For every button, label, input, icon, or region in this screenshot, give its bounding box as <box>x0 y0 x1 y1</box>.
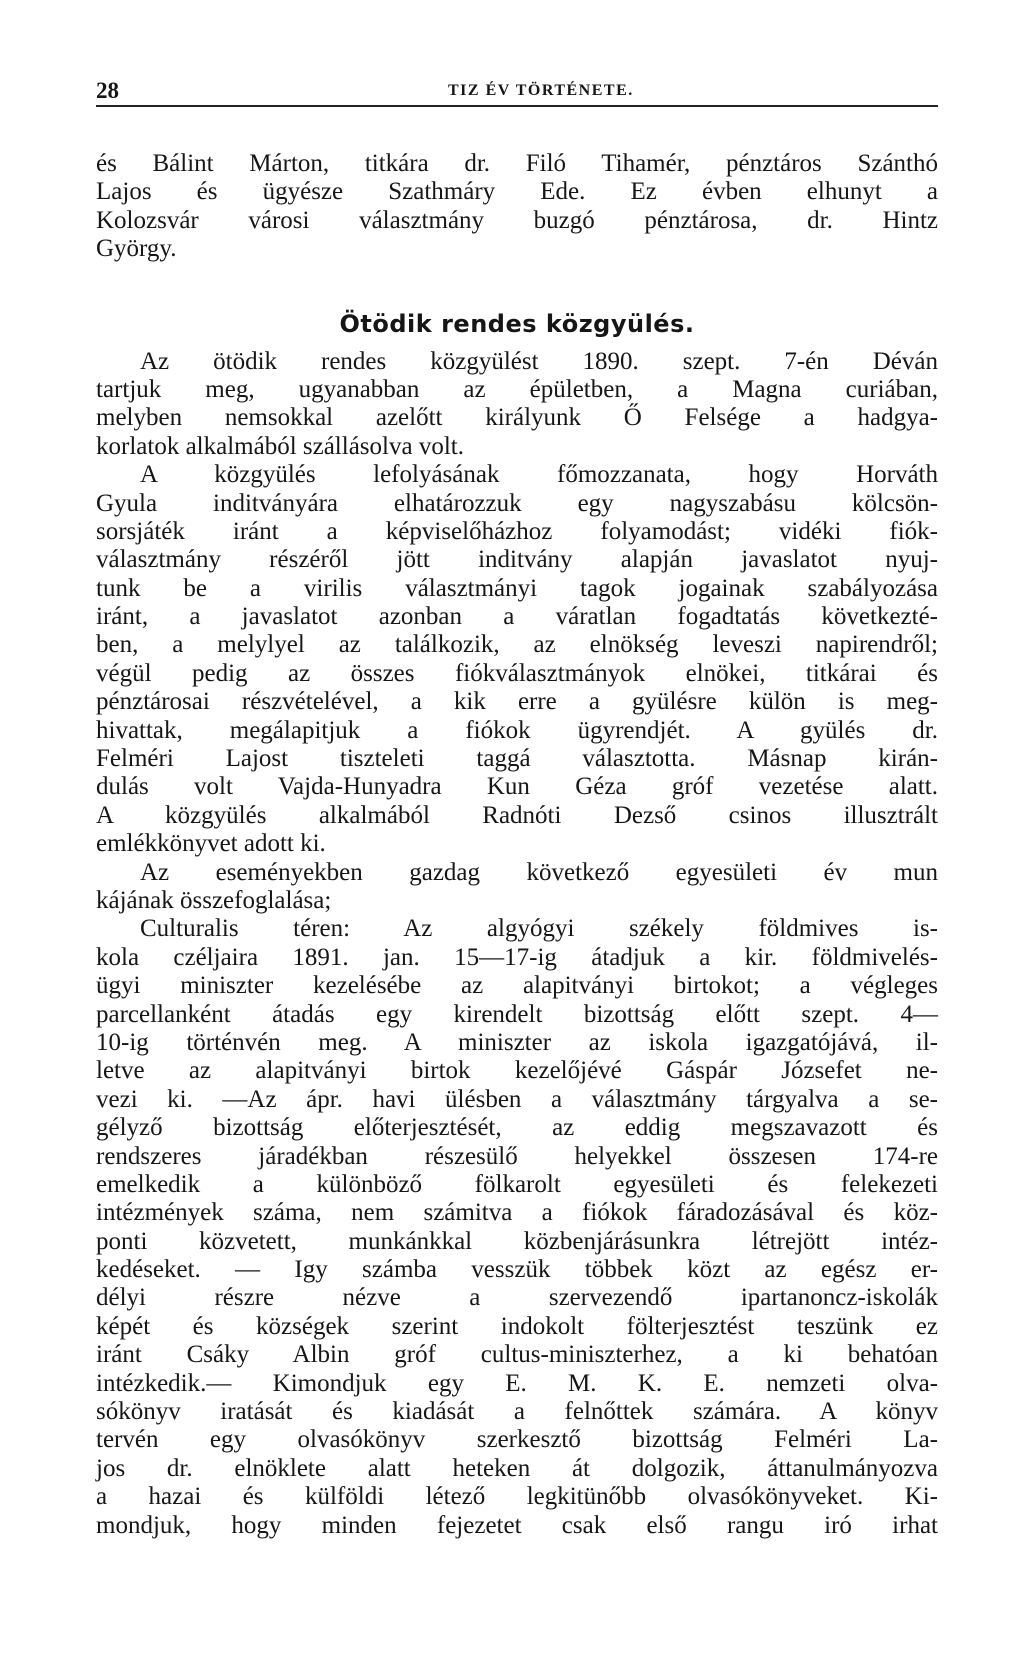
text-line: ben, a melylyel az találkozik, az elnökség leveszi napirendről; <box>96 631 938 659</box>
text-line: A közgyülés alkalmából Radnóti Dezső csinos illusztrált <box>96 801 938 829</box>
text-line: Gyula inditványára elhatározzuk egy nagyszabásu kölcsön- <box>96 489 938 517</box>
text-line: sorsjáték iránt a képviselőházhoz folyamodást; vidéki fiók- <box>96 517 938 545</box>
text-line: pénztárosai részvételével, a kik erre a gyülésre külön is meg- <box>96 688 938 716</box>
text-line: 10-ig történvén meg. A miniszter az iskola igazgatójává, il- <box>96 1028 938 1056</box>
text-line: ügyi miniszter kezelésébe az alapitványi birtokot; a végleges <box>96 972 938 1000</box>
text-line: tervén egy olvasókönyv szerkesztő bizottság Felméri La- <box>96 1426 938 1454</box>
text-line: Lajos és ügyésze Szathmáry Ede. Ez évben elhunyt a <box>96 178 938 206</box>
text-line: sókönyv iratását és kiadását a felnőttek számára. A könyv <box>96 1398 938 1426</box>
text-line: Az ötödik rendes közgyülést 1890. szept. 7-én Déván <box>140 347 938 375</box>
text-line: Az eseményekben gazdag következő egyesületi év mun <box>140 858 938 886</box>
text-line: végül pedig az összes fiókválasztmányok elnökei, titkárai és <box>96 659 938 687</box>
text-line: Felméri Lajost tiszteleti taggá választotta. Másnap kirán- <box>96 745 938 773</box>
text-line: emlékkönyvet adott ki. <box>96 830 326 858</box>
text-line: kola czéljaira 1891. jan. 15—17-ig átadjuk a kir. földmivelés- <box>96 943 938 971</box>
text-line: korlatok alkalmából szállásolva volt. <box>96 432 464 460</box>
text-line: jos dr. elnöklete alatt heteken át dolgozik, áttanulmányozva <box>96 1454 938 1482</box>
text-line: gélyző bizottság előterjesztését, az eddig megszavazott és <box>96 1114 938 1142</box>
page-number: 28 <box>96 78 119 103</box>
text-line: A közgyülés lefolyásának főmozzanata, hogy Horváth <box>140 461 938 489</box>
text-line: a hazai és külföldi létező legkitünőbb olvasókönyveket. Ki- <box>96 1483 938 1511</box>
text-line: intézmények száma, nem számitva a fiókok fáradozásával és köz- <box>96 1199 938 1227</box>
text-line: tunk be a virilis választmányi tagok jogainak szabályozása <box>96 574 938 602</box>
text-line: intézkedik.— Kimondjuk egy E. M. K. E. nemzeti olva- <box>96 1369 938 1397</box>
text-line: választmány részéről jött inditvány alapján javaslatot nyuj- <box>96 546 938 574</box>
text-line: Culturalis téren: Az algyógyi székely földmives is- <box>140 915 938 943</box>
page-header <box>96 78 938 112</box>
section-heading: Ötödik rendes közgyülés. <box>339 309 695 338</box>
body-text <box>96 150 938 1540</box>
text-line: Kolozsvár városi választmány buzgó pénztárosa, dr. Hintz <box>96 206 938 234</box>
text-line: iránt Csáky Albin gróf cultus-miniszterhez, a ki behatóan <box>96 1341 938 1369</box>
text-line: parcellanként átadás egy kirendelt bizottság előtt szept. 4— <box>96 1000 938 1028</box>
text-line: és Bálint Márton, titkára dr. Filó Tihamér, pénztáros Szánthó <box>96 150 938 177</box>
running-head: TIZ ÉV TÖRTÉNETE. <box>448 82 634 99</box>
text-line: ponti közvetett, munkánkkal közbenjárásunkra létrejött intéz- <box>96 1227 938 1255</box>
text-line: dulás volt Vajda-Hunyadra Kun Géza gróf vezetése alatt. <box>96 773 938 801</box>
text-line: kájának összefoglalása; <box>96 886 332 914</box>
text-line: iránt, a javaslatot azonban a váratlan fogadtatás következté- <box>96 603 938 631</box>
text-line: rendszeres járadékban részesülő helyekkel összesen 174-re <box>96 1142 938 1170</box>
text-line: emelkedik a különböző fölkarolt egyesületi és felekezeti <box>96 1170 938 1198</box>
text-line: tartjuk meg, ugyanabban az épületben, a Magna curiában, <box>96 375 938 403</box>
text-line: György. <box>96 235 177 263</box>
text-line: kedéseket. — Igy számba vesszük többek közt az egész er- <box>96 1256 938 1284</box>
text-line: melyben nemsokkal azelőtt királyunk Ő Felsége a hadgya- <box>96 404 938 432</box>
text-line: vezi ki. —Az ápr. havi ülésben a választmány tárgyalva a se- <box>96 1085 938 1113</box>
text-line: délyi részre nézve a szervezendő ipartanoncz-iskolák <box>96 1284 938 1312</box>
header-rule <box>96 105 938 107</box>
text-line: mondjuk, hogy minden fejezetet csak első rangu iró irhat <box>96 1511 938 1539</box>
text-line: képét és községek szerint indokolt fölterjesztést teszünk ez <box>96 1312 938 1340</box>
text-line: letve az alapitványi birtok kezelőjévé Gáspár Józsefet ne- <box>96 1057 938 1085</box>
text-line: hivattak, megálapitjuk a fiókok ügyrendjét. A gyülés dr. <box>96 716 938 744</box>
